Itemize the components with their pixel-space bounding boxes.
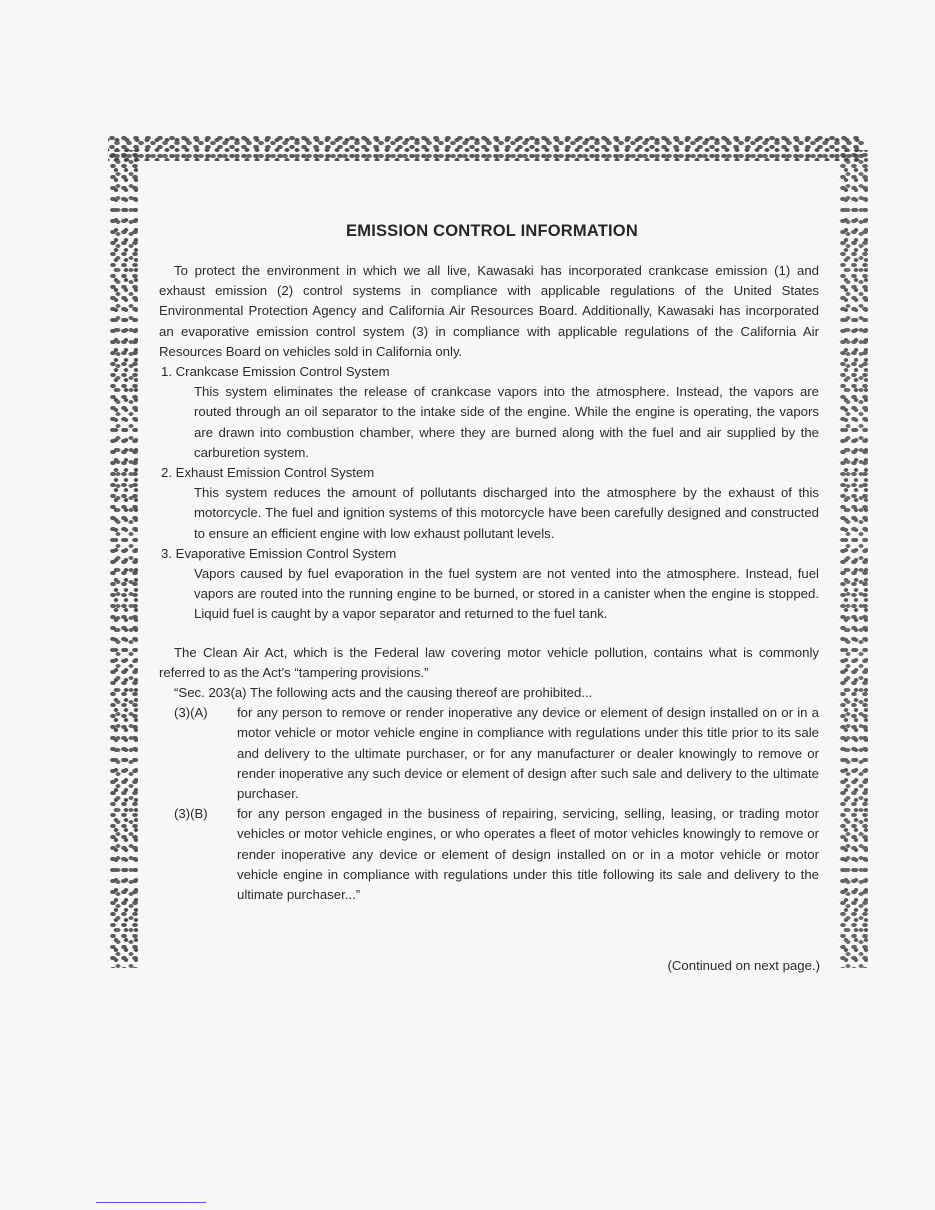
clause-3a — [159, 703, 819, 804]
clause-text: for any person to remove or render inoperative any device or element of design installed on or in a motor vehicle or motor vehicle engine in compliance with regulations under this title prior to its sale and delivery to the ultimate purchaser, or for any manufacturer or dealer knowingly to remove or render inoperative any such device or element of design after such sale and delivery to the ultimate purchaser. — [237, 705, 819, 802]
spacer — [159, 625, 819, 643]
intro-paragraph: To protect the environment in which we all live, Kawasaki has incorporated crankcase emission (1) and exhaust emission (2) control systems in compliance with applicable regulations of the United States Environmental Protection Agency and California Air Resources Board. Additionally, Kawasaki has incorporated an evaporative emission control system (3) in compliance with applicable regulations of the California Air Resources Board on vehicles sold in California only. — [159, 263, 819, 359]
system-item-exhaust — [159, 463, 819, 544]
vine-border-top-icon — [108, 133, 864, 161]
system-item-crankcase — [159, 362, 819, 463]
clause-label: (3)(A) — [174, 705, 208, 721]
document-body — [159, 222, 819, 905]
continued-note: (Continued on next page.) — [667, 958, 820, 973]
page-title: EMISSION CONTROL INFORMATION — [346, 222, 638, 240]
section-heading: “Sec. 203(a) The following acts and the causing thereof are prohibited... — [174, 685, 593, 701]
system-title: 1. Crankcase Emission Control System — [161, 364, 390, 380]
vine-border-right-icon — [838, 150, 868, 968]
system-body: Vapors caused by fuel evaporation in the fuel system are not vented into the atmosphere. Instead, fuel vapors are routed into the running engine to be burned, or stored in a canister when the engine is stopped. Liquid fuel is caught by a vapor separator and returned to the fuel tank. — [194, 566, 819, 622]
clause-3b — [159, 804, 819, 905]
system-body: This system reduces the amount of pollutants discharged into the atmosphere by the exhaust of this motorcycle. The fuel and ignition systems of this motorcycle have been carefully designed and constructed to ensure an efficient engine with low exhaust pollutant levels. — [194, 485, 819, 541]
clause-label: (3)(B) — [174, 806, 208, 822]
system-body: This system eliminates the release of crankcase vapors into the atmosphere. Instead, the vapors are routed through an oil separator to the intake side of the engine. While the engine is operating, the vapors are drawn into combustion chamber, where they are burned along with the fuel and air supplied by the carburetion system. — [194, 384, 819, 460]
clause-text: for any person engaged in the business of repairing, servicing, selling, leasing, or trading motor vehicles or motor vehicle engines, or who operates a fleet of motor vehicles knowingly to remove or render inoperative any device or element of design installed on or in a motor vehicle or motor vehicle engine in compliance with regulations under this title following its sale and delivery to the ultimate purchaser...” — [237, 806, 819, 903]
system-title: 3. Evaporative Emission Control System — [161, 545, 397, 561]
system-title: 2. Exhaust Emission Control System — [161, 465, 375, 481]
clean-air-act-paragraph: The Clean Air Act, which is the Federal law covering motor vehicle pollution, contains what is commonly referred to as the Act’s “tampering provisions.” — [159, 644, 819, 680]
footer-underline — [96, 1202, 206, 1203]
system-item-evaporative — [159, 544, 819, 625]
vine-border-left-icon — [108, 150, 138, 968]
